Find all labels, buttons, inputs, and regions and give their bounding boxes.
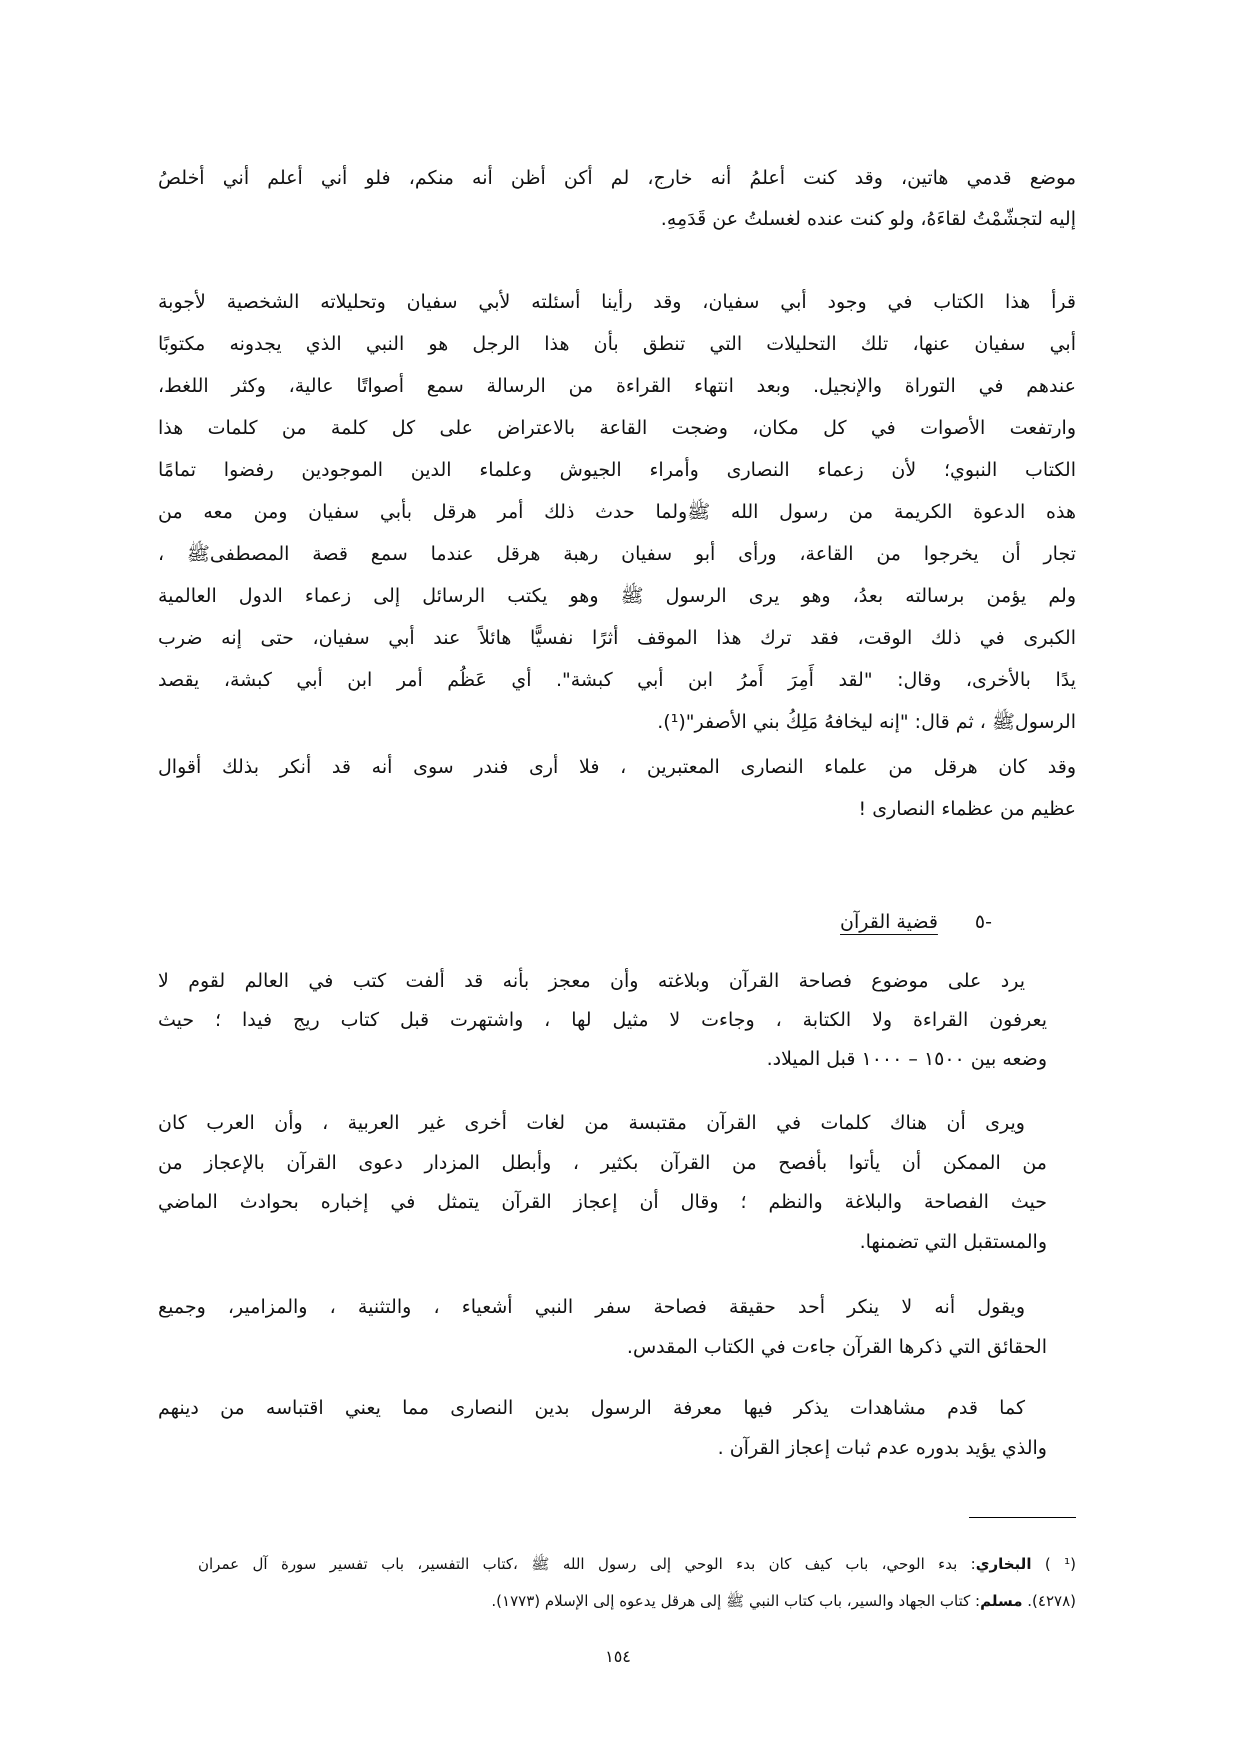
section-title: قضية القرآن <box>840 911 938 933</box>
paragraph-line: ويقول أنه لا ينكر أحد حقيقة فصاحة سفر النبي أشعياء ، والتثنية ، والمزامير، وجميع <box>158 1296 1025 1318</box>
paragraph-line: عندهم في التوراة والإنجيل. وبعد انتهاء القراءة من الرسالة سمع أصواتًا عالية، وكثر اللغط، <box>158 375 1076 397</box>
paragraph-line: وقد كان هرقل من علماء النصارى المعتبرين ، فلا أرى فندر سوى أنه قد أنكر بذلك أقوال <box>158 756 1076 778</box>
paragraph-line: الكبرى في ذلك الوقت، فقد ترك هذا الموقف أثرًا نفسيًّا هائلاً عند أبي سفيان، حتى إنه ضرب <box>158 627 1076 649</box>
paragraph-line: من الممكن أن يأتوا بأفصح من القرآن بكثير ، وأبطل المزدار دعوى القرآن بالإعجاز من <box>158 1151 1047 1174</box>
paragraph-line: وضعه بين ١٥٠٠ – ١٠٠٠ قبل الميلاد. <box>766 1048 1047 1070</box>
paragraph-line: كما قدم مشاهدات يذكر فيها معرفة الرسول بدين النصارى مما يعني اقتباسه من دينهم <box>158 1397 1025 1419</box>
paragraph-1 <box>158 158 1076 240</box>
paragraph-line: الحقائق التي ذكرها القرآن جاءت في الكتاب المقدس. <box>626 1335 1047 1358</box>
page-number: ١٥٤ <box>605 1647 631 1666</box>
footnote-marker: (¹ ) <box>1031 1555 1077 1573</box>
paragraph-line: يرد على موضوع فصاحة القرآن وبلاغته وأن معجز بأنه قد ألفت كتب في العالم لقوم لا <box>158 970 1025 992</box>
paragraph-line: موضع قدمي هاتين، وقد كنت أعلمُ أنه خارج، لم أكن أظن أنه منكم، فلو أني أعلم أني أخلصُ <box>158 167 1076 189</box>
paragraph-line: يعرفون القراءة ولا الكتابة ، وجاءت لا مثيل لها ، واشتهرت قبل كتاب ريج فيدا ؛ حيث <box>158 1009 1047 1031</box>
paragraph-line: ويرى أن هناك كلمات في القرآن مقتبسة من لغات أخرى غير العربية ، وأن العرب كان <box>158 1112 1025 1134</box>
paragraph-3 <box>158 746 1076 830</box>
paragraph-line: قرأ هذا الكتاب في وجود أبي سفيان، وقد رأينا أسئلته لأبي سفيان وتحليلاته الشخصية لأجوبة <box>158 291 1076 313</box>
section-number: ٥- <box>974 911 992 933</box>
paragraph-6 <box>158 1288 1047 1367</box>
paragraph-line: وارتفعت الأصوات في كل مكان، وضجت القاعة بالاعتراض على كل كلمة من كلمات هذا <box>158 417 1076 439</box>
paragraph-line: إليه لتجشّمْتُ لقاءَهُ، ولو كنت عنده لغسلتُ عن قَدَمِهِ. <box>660 208 1076 230</box>
footnote-source: البخاري <box>975 1555 1032 1573</box>
paragraph-2 <box>158 281 1076 743</box>
paragraph-line: والذي يؤيد بدوره عدم ثبات إعجاز القرآن . <box>717 1436 1047 1459</box>
paragraph-line: الرسولﷺ ، ثم قال: "إنه ليخافهُ مَلِكُ بني الأصفر"(¹). <box>657 711 1076 733</box>
paragraph-line: أبي سفيان عنها، تلك التحليلات التي تنطق بأن هذا الرجل هو النبي الذي يجدونه مكتوبًا <box>158 333 1076 355</box>
footnote-text: : كتاب الجهاد والسير، باب كتاب النبي ﷺ إلى هرقل يدعوه إلى الإسلام (١٧٧٣). <box>491 1592 981 1610</box>
footnote-reference-number: (٤٢٧٨). <box>1022 1592 1076 1610</box>
paragraph-line: عظيم من عظماء النصارى ! <box>858 798 1076 820</box>
paragraph-line: حيث الفصاحة والبلاغة والنظم ؛ وقال أن إعجاز القرآن يتمثل في إخباره بحوادث الماضي <box>158 1191 1047 1213</box>
footnote-text: : بدء الوحي، باب كيف كان بدء الوحي إلى رسول الله ﷺ ،كتاب التفسير، باب تفسير سورة آل عمران <box>198 1555 976 1573</box>
footnote-line <box>198 1583 1076 1620</box>
paragraph-7 <box>158 1389 1047 1468</box>
paragraph-line: الكتاب النبوي؛ لأن زعماء النصارى وأمراء الجيوش وعلماء الدين الموجودين رفضوا تمامًا <box>158 459 1076 481</box>
paragraph-line: والمستقبل التي تضمنها. <box>859 1230 1047 1253</box>
paragraph-line: يدًا بالأخرى، وقال: "لقد أَمِرَ أَمرُ ابن أبي كبشة". أي عَظُم أمر ابن أبي كبشة، يقصد <box>158 669 1076 691</box>
footnote-source: مسلم <box>980 1592 1023 1610</box>
footnote <box>198 1546 1076 1620</box>
section-heading <box>840 901 992 943</box>
paragraph-line: تجار أن يخرجوا من القاعة، ورأى أبو سفيان رهبة هرقل عندما سمع قصة المصطفىﷺ ، <box>158 543 1076 565</box>
paragraph-line: هذه الدعوة الكريمة من رسول الله ﷺولما حدث ذلك أمر هرقل بأبي سفيان ومن معه من <box>158 501 1076 523</box>
paragraph-5 <box>158 1104 1047 1262</box>
paragraph-line: ولم يؤمن برسالته بعدُ، وهو يرى الرسول ﷺ وهو يكتب الرسائل إلى زعماء الدول العالمية <box>158 585 1076 607</box>
footnote-separator <box>969 1517 1076 1518</box>
footnote-line <box>198 1546 1076 1583</box>
paragraph-4 <box>158 962 1047 1079</box>
